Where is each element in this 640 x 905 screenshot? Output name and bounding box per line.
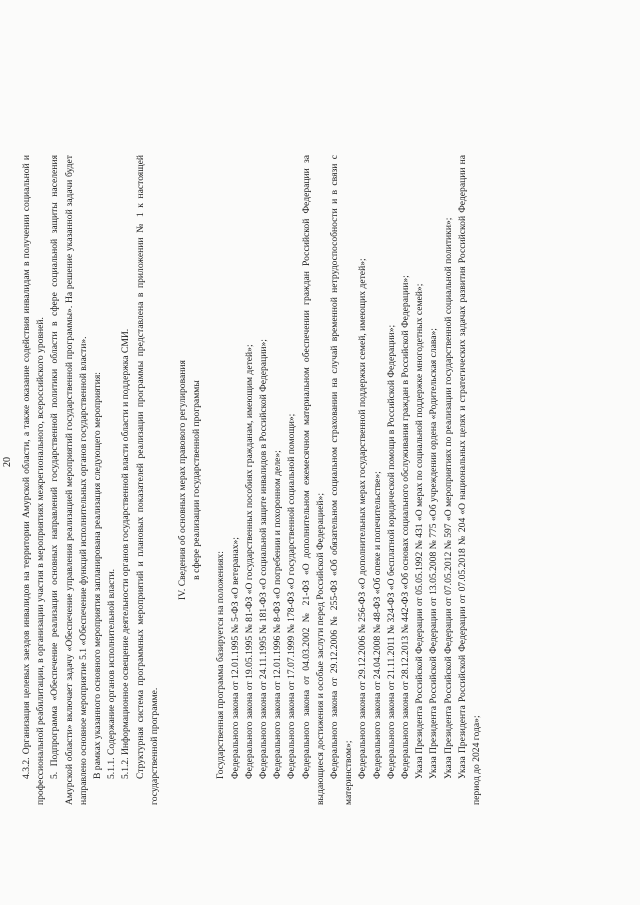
law-item: Федерального закона от 19.05.1995 № 81-ФЗ «О государственных пособиях гражданам, имеющим детей»; bbox=[243, 344, 255, 779]
paragraph-5-1-2: 5.1.2. Информационное освещение деятельности органов государственной власти области и поддержка СМИ. bbox=[120, 328, 132, 779]
page-number: 20 bbox=[2, 457, 13, 467]
section-title-line-2: в сфере реализации государственной программы bbox=[191, 380, 203, 580]
paragraph-structural-system: Структурная система программных мероприятий и плановых показателей реализации программы представлена в приложении № 1 к настоящей государственной программе. bbox=[134, 155, 160, 805]
law-item: Федерального закона от 12.01.1996 № 8-ФЗ «О погребении и похоронном деле»; bbox=[272, 450, 284, 779]
section-title-line-1: IV. Сведения об основных мерах правового регулирования bbox=[177, 360, 189, 600]
document-body bbox=[20, 155, 620, 805]
law-item: Федерального закона от 24.11.1995 № 181-ФЗ «О социальной защите инвалидов в Российской Федерации»; bbox=[258, 339, 270, 779]
law-item: Федерального закона от 29.12.2006 № 255-ФЗ «Об обязательном социальном страховании на случай временной нетрудоспособности и в связи с материнством»; bbox=[329, 155, 355, 805]
law-item: Федерального закона от 17.07.1999 № 178-ФЗ «О государственной социальной помощи»; bbox=[286, 413, 298, 779]
law-item: Федерального закона от 12.01.1995 № 5-ФЗ «О ветеранах»; bbox=[229, 537, 241, 779]
paragraph-subprogram-5: 5. Подпрограмма «Обеспечение реализации основных направлений государственной политики области в сфере социальной защиты населения Амурской области» включает задачу «Обеспечение управления реализацией мероприятий государственной программы». На решение указанной задачи будет направлено основное мероприятие 5.1 «Обеспечение функций исполнительных органов государственной власти». bbox=[49, 155, 89, 805]
decree-item: Указа Президента Российской Федерации от 07.05.2012 № 597 «О мероприятиях по реализации государственной социальной политики»; bbox=[442, 217, 454, 779]
decree-item: Указа Президента Российской Федерации от 05.05.1992 № 431 «О мерах по социальной поддержке многодетных семей»; bbox=[414, 283, 426, 779]
law-list-intro: Государственная программа базируется на положениях: bbox=[215, 551, 227, 779]
law-item: Федерального закона от 04.03.2002 № 21-ФЗ «О дополнительном ежемесячном материальном обеспечении граждан Российской Федерации за выдающиеся достижения и особые заслуги перед Российской Федерацией»; bbox=[300, 155, 326, 805]
law-item: Федерального закона от 29.12.2006 № 256-ФЗ «О дополнительных мерах государственной поддержки семей, имеющих детей»; bbox=[357, 258, 369, 779]
decree-item: Указа Президента Российской Федерации от 13.05.2008 № 775 «Об учреждении ордена «Родительская слава»; bbox=[428, 328, 440, 779]
paragraph-within-framework: В рамках указанного основного мероприятия запланирована реализация следующего мероприятия: bbox=[92, 372, 104, 779]
paragraph-5-1-1: 5.1.1. Содержание органов исполнительной власти. bbox=[106, 568, 118, 779]
section-title bbox=[176, 155, 204, 805]
decree-item: Указа Президента Российской Федерации от 07.05.2018 № 204 «О национальных целях и стратегических задачах развития Российской Федерации на период до 2024 года»; bbox=[456, 155, 483, 805]
law-item: Федерального закона от 28.12.2013 № 442-ФЗ «Об основах социального обслуживания граждан в Российской Федерации»; bbox=[400, 275, 412, 779]
paragraph-4-3-2: 4.3.2. Организация целевых заездов инвалидов на территории Амурской области, а также оказание содействия инвалидам в получении социальной и профессиональной реабилитации, в организации участия в мероприятиях межрегионального, всероссийского уровней. bbox=[21, 155, 47, 805]
law-item: Федерального закона от 24.04.2008 № 48-ФЗ «Об опеке и попечительстве»; bbox=[371, 471, 383, 779]
law-item: Федерального закона от 21.11.2011 № 324-ФЗ «О бесплатной юридической помощи в Российской Федерации»; bbox=[385, 324, 397, 779]
